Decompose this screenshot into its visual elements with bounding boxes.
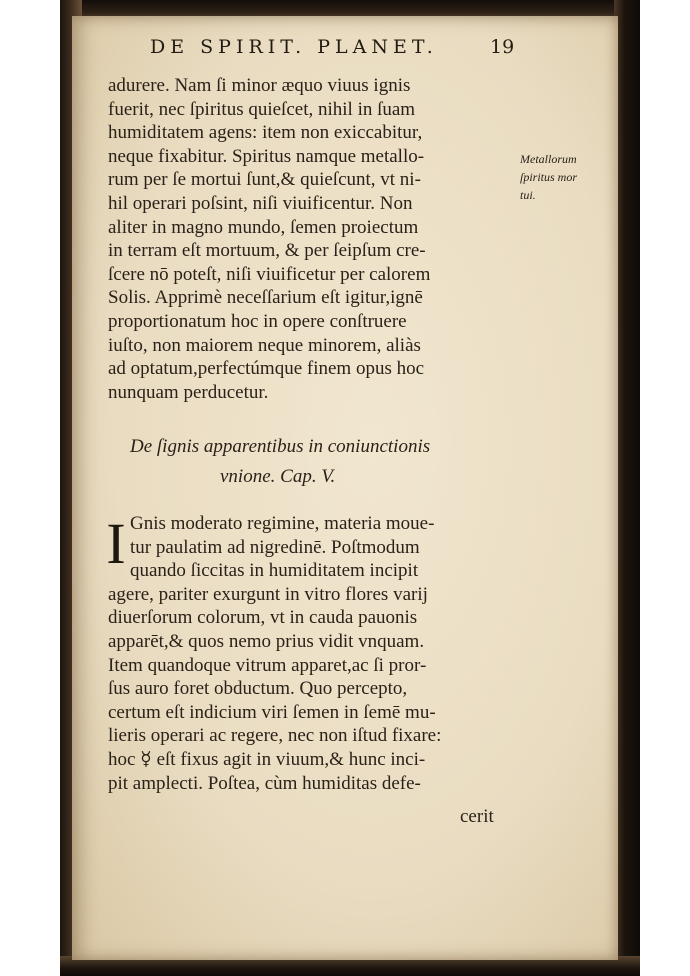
paragraph-1 [108,74,518,404]
text-line: ſus auro foret obductum. Quo percepto, [108,678,408,700]
text-line: humiditatem agens: item non exiccabitur, [108,122,423,144]
text-line: hoc ☿ eſt fixus agit in viuum,& hunc inci- [108,748,426,770]
text-line: quando ſiccitas in humiditatem incipit [130,560,419,582]
marginal-note-line: tui. [520,188,536,202]
text-line: Gnis moderato regimine, materia moue- [130,513,435,534]
marginal-note-line: ſpiritus mor [520,170,578,184]
page-number: 19 [490,36,515,58]
text-line: apparēt,& quos nemo prius vidit vnquam. [108,630,425,652]
text-line: rum per ſe mortui ſunt,& quieſcunt, vt ni- [108,169,421,191]
text-line: lieris operari ac regere, nec non iſtud fixare: [108,725,442,747]
text-line: proportionatum hoc in opere conſtruere [108,310,407,332]
text-line: hil operari poſsint, niſi viuificentur. Non [108,192,413,214]
text-line: certum eſt indicium viri ſemen in ſemē mu- [108,701,436,723]
text-line: nunquam perducetur. [108,381,269,403]
text-line: agere, pariter exurgunt in vitro flores varij [108,583,428,605]
drop-cap: I [106,511,126,576]
text-line: diuerſorum colorum, vt in cauda pauonis [108,607,418,629]
text-line: aliter in magno mundo, ſemen proiectum [108,216,419,238]
marginal-note-line: Metallorum [520,152,577,166]
text-line: ſcere nō poteſt, niſi viuificetur per calorem [108,263,431,285]
text-line: tur paulatim ad nigredinē. Poſtmodum [130,536,420,558]
chapter-heading-line-2: vnione. Cap. V. [220,466,336,487]
marginal-note [520,150,606,204]
chapter-heading-line-1: De ſignis apparentibus in coniunctionis [130,436,431,457]
running-head: DE SPIRIT. PLANET. [150,36,438,58]
catchword: cerit [460,806,494,827]
text-line: in terram eſt mortuum, & per ſeipſum cre- [108,240,426,262]
text-line: pit amplecti. Poſtea, cùm humiditas defe- [108,772,421,794]
paragraph-2 [108,512,518,795]
text-line: neque fixabitur. Spiritus namque metallo- [108,145,425,167]
text-line: Solis. Apprimè neceſſarium eſt igitur,ignē [108,287,423,309]
text-line: adurere. Nam ſi minor æquo viuus ignis [108,75,411,96]
text-line: Item quandoque vitrum apparet,ac ſi pror- [108,654,427,676]
text-line: iuſto, non maiorem neque minorem, aliàs [108,334,421,356]
text-line: ad optatum,perfectúmque finem opus hoc [108,358,425,380]
text-line: fuerit, nec ſpiritus quieſcet, nihil in ſuam [108,98,416,120]
